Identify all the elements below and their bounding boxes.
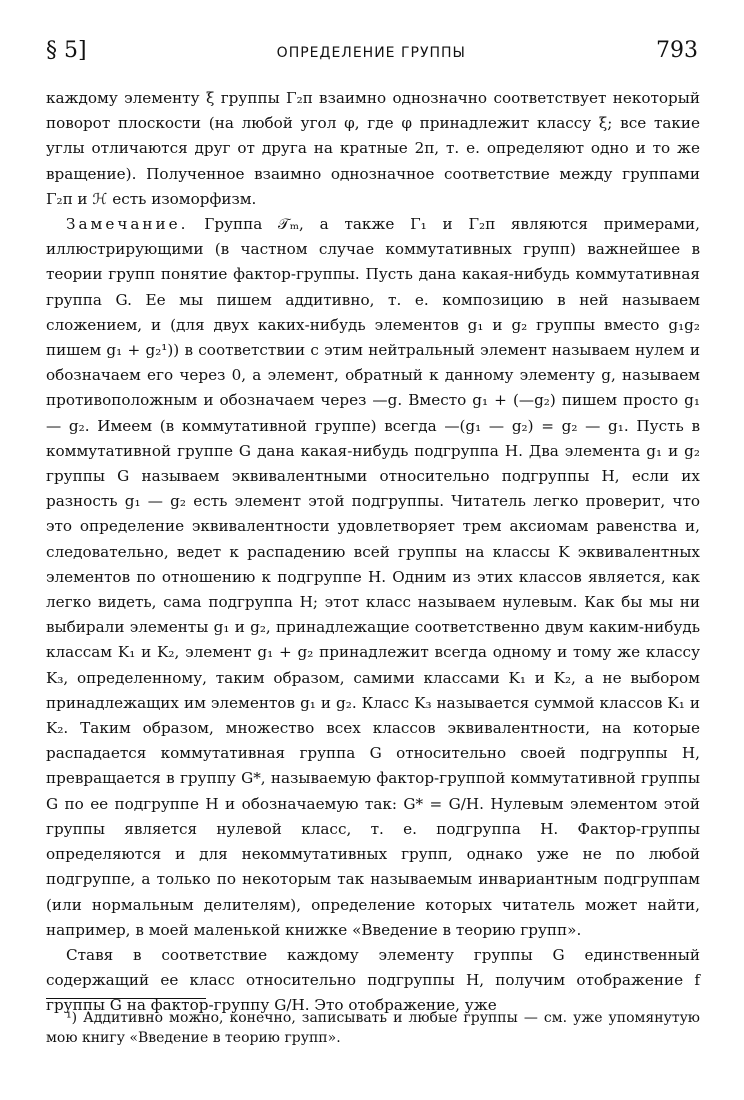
- paragraph-3: Ставя в соответствие каждому элементу группы G единственный содержащий ее класс относительно подгруппы H, получим отображение f группы G на фактор-группу G/H. Это отображение, уже: [46, 945, 700, 1015]
- section-marker: § 5]: [46, 38, 87, 63]
- footnote-divider: [46, 998, 206, 999]
- paragraph-1: каждому элементу ξ группы Γ₂π взаимно однозначно соответствует некоторый поворот плоскости (на любой угол φ, где φ принадлежит классу ξ; все такие углы отличаются друг от друга на кратные 2π, т. е. определяют одно и то же вращение). Полученное взаимно однозначное соответствие между группами Γ₂π и ℋ есть изоморфизм.: [46, 89, 700, 208]
- running-header: [46, 38, 698, 78]
- paragraph-2: [46, 212, 700, 943]
- main-text: [46, 86, 700, 1019]
- running-title: ОПРЕДЕЛЕНИЕ ГРУППЫ: [276, 45, 466, 61]
- paragraph-2-text: Группа 𝒯ₘ, а также Γ₁ и Γ₂π являются примерами, иллюстрирующими (в частном случае коммутативных групп) важнейшее в теории групп понятие фактор-группы. Пусть дана какая-нибудь коммутативная группа G. Ее мы пишем аддитивно, т. е. композицию в ней называем сложением, и (для двух каких-нибудь элементов g₁ и g₂ группы вместо g₁g₂ пишем g₁ + g₂¹)) в соответствии с этим нейтральный элемент называем нулем и обозначаем его через 0, а элемент, обратный к данному элементу g, называем противоположным и обозначаем через —g. Вместо g₁ + (—g₂) пишем просто g₁ — g₂. Имеем (в коммутативной группе) всегда —(g₁ — g₂) = g₂ — g₁. Пусть в коммутативной группе G дана какая-нибудь подгруппа H. Два элемента g₁ и g₂ группы G называем эквивалентными относительно подгруппы H, если их разность g₁ — g₂ есть элемент этой подгруппы. Читатель легко проверит, что это определение эквивалентности удовлетворяет трем аксиомам равенства и, следовательно, ведет к распадению всей группы на классы K эквивалентных элементов по отношению к подгруппе H. Одним из этих классов является, как легко видеть, сама подгруппа H; этот класс называем нулевым. Как бы мы ни выбирали элементы g₁ и g₂, принадлежащие соответственно двум каким-нибудь классам K₁ и K₂, элемент g₁ + g₂ принадлежит всегда одному и тому же классу K₃, определенному, таким образом, самими классами K₁ и K₂, а не выбором принадлежащих им элементов g₁ и g₂. Класс K₃ называется суммой классов K₁ и K₂. Таким образом, множество всех классов эквивалентности, на которые распадается коммутативная группа G относительно своей подгруппы H, превращается в группу G*, называемую фактор-группой коммутативной группы G по ее подгруппе H и обозначаемую так: G* = G/H. Нулевым элементом этой группы является нулевой класс, т. е. подгруппа H. Фактор-группы определяются и для некоммутативных групп, однако уже не по любой подгруппе, а только по некоторым так называемым инвариантным подгруппам (или нормальным делителям), определение которых читатель может найти, например, в моей маленькой книжке «Введение в теорию групп».: [46, 215, 700, 939]
- page-number: 793: [655, 38, 698, 63]
- remark-label: Замечание.: [66, 215, 189, 234]
- footnote: ¹) Аддитивно можно, конечно, записывать и любые группы — см. уже упомянутую мою книгу «Введение в теорию групп».: [46, 1010, 700, 1046]
